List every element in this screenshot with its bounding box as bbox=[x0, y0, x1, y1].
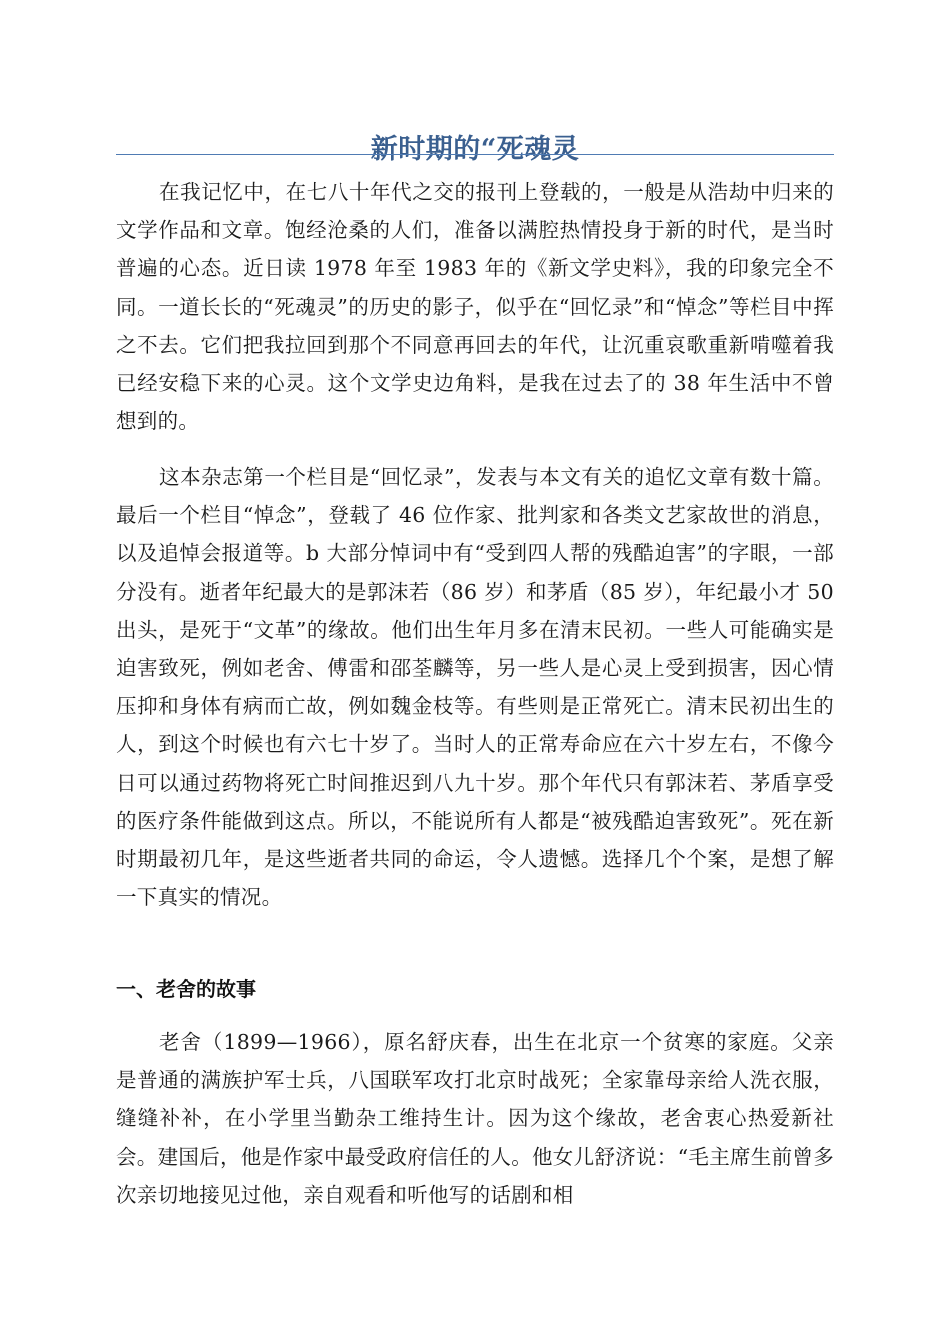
section-heading: 一、老舍的故事 bbox=[116, 977, 256, 1001]
paragraph-laoshe: 老舍（1899—1966），原名舒庆春，出生在北京一个贫寒的家庭。父亲是普通的满族护军士兵，八国联军攻打北京时战死；全家靠母亲给人洗衣服，缝缝补补，在小学里当勤杂工维持生计。因为这个缘故，老舍衷心热爱新社会。建国后，他是作家中最受政府信任的人。他女儿舒济说：“毛主席生前曾多次亲切地接见过他，亲自观看和听他写的话剧和相 bbox=[116, 1030, 834, 1207]
title-underline bbox=[116, 154, 834, 155]
document-title: 新时期的“死魂灵 bbox=[370, 134, 580, 166]
paragraph-magazine: 这本杂志第一个栏目是“回忆录”，发表与本文有关的追忆文章有数十篇。最后一个栏目“悼念”，登载了 46 位作家、批判家和各类文艺家故世的消息，以及追悼会报道等。b 大部分悼词中有“受到四人帮的残酷迫害”的字眼，一部分没有。逝者年纪最大的是郭沫若（86 岁）和茅盾（85 岁），年纪最小才 50 出头，是死于“文革”的缘故。他们出生年月多在清末民初。一些人可能确实是迫害致死，例如老舍、傅雷和邵荃麟等，另一些人是心灵上受到损害，因心情压抑和身体有病而亡故，例如魏金枝等。有些则是正常死亡。清末民初出生的人，到这个时候也有六七十岁了。当时人的正常寿命应在六十岁左右，不像今日可以通过药物将死亡时间推迟到八九十岁。那个年代只有郭沫若、茅盾享受的医疗条件能做到这点。所以，不能说所有人都是“被残酷迫害致死”。死在新时期最初几年，是这些逝者共同的命运，令人遗憾。选择几个个案，是想了解一下真实的情况。 bbox=[116, 465, 834, 910]
paragraph-intro: 在我记忆中，在七八十年代之交的报刊上登载的，一般是从浩劫中归来的文学作品和文章。饱经沧桑的人们，准备以满腔热情投身于新的时代，是当时普遍的心态。近日读 1978 年至 1983 年的《新文学史料》，我的印象完全不同。一道长长的“死魂灵”的历史的影子，似乎在“回忆录”和“悼念”等栏目中挥之不去。它们把我拉回到那个不同意再回去的年代，让沉重哀歌重新啃噬着我已经安稳下来的心灵。这个文学史边角料，是我在过去了的 38 年生活中不曾想到的。 bbox=[116, 180, 834, 434]
